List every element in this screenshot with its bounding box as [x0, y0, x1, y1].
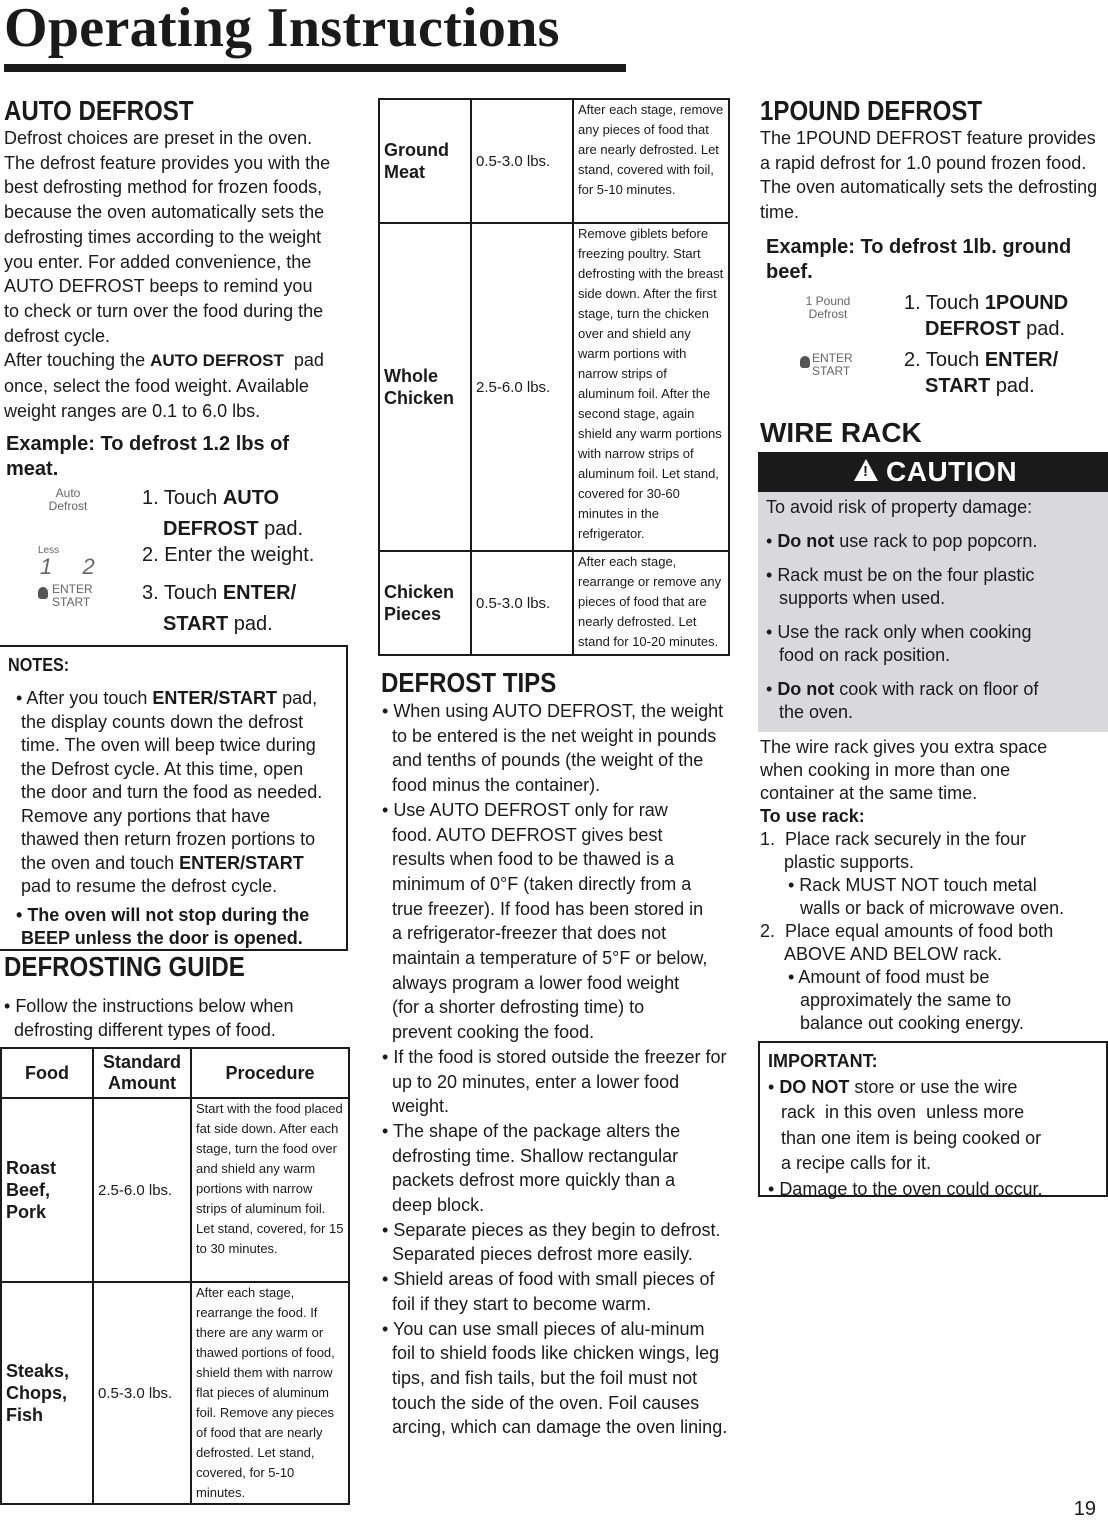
table-row [379, 99, 729, 223]
example-line: meat. [6, 458, 59, 480]
text: pad [283, 350, 324, 371]
note-line: thawed then return frozen portions to [21, 829, 316, 849]
example-line: beef. [766, 261, 813, 283]
caution-content [766, 496, 1106, 724]
wire-rack-heading: WIRE RACK [760, 417, 922, 448]
pad-label: Auto [55, 486, 81, 500]
important-line: than one item is being cooked or [781, 1127, 1042, 1148]
step-3-cont [163, 609, 273, 640]
note-line: time. The oven will beep twice during [21, 735, 316, 755]
text: pad. [258, 518, 304, 540]
text: Use the rack only when cooking [777, 622, 1032, 642]
tip-item: • If the food is stored outside the freezer for up to 20 minutes, enter a lower food weight. [382, 1046, 727, 1117]
step-2: 2. Enter the weight. [142, 544, 315, 566]
text: cook with rack on floor of [834, 679, 1039, 699]
text-bold: 1POUND [984, 292, 1069, 314]
caution-item: • Do not cook with rack on floor of [766, 679, 1039, 699]
column-header: Standard Amount [93, 1048, 191, 1098]
tip-item: • Use AUTO DEFROST only for raw food. AUTO DEFROST gives best results when food to be thawed is a minimum of 0°F (taken directly from a true freezer). If food has been stored in a refrigerator-freezer that does not maintain a temperature of 5°F or below, always program a lower food weight (for a shorter defrosting time) to prevent cooking the food. [382, 799, 708, 1043]
defrosting-guide-intro [4, 994, 293, 1042]
para-line: best defrosting method for frozen foods, [4, 177, 323, 198]
food-cell: Chicken Pieces [379, 551, 471, 655]
food-cell: Roast Beef, Pork [1, 1098, 93, 1282]
defrost-tips-heading: DEFROST TIPS [381, 667, 557, 698]
lightbulb-icon [800, 356, 810, 368]
para-line: Defrost choices are preset in the oven. [4, 128, 313, 148]
caution-header [758, 452, 1108, 492]
pound-defrost-heading: 1POUND DEFROST [760, 95, 983, 126]
note-line: pad to resume the defrost cycle. [21, 876, 278, 896]
procedure-cell: After each stage, remove any pieces of food that are nearly defrosted. Let stand, covered with foil, for 5-10 minutes. [573, 99, 729, 223]
desc-line: The wire rack gives you extra space [760, 737, 1048, 757]
para-line: The 1POUND DEFROST feature provides [760, 128, 1096, 148]
text: Separate pieces as they begin to defrost. Separated pieces defrost more easily. [392, 1219, 721, 1265]
page-title: Operating Instructions [4, 0, 560, 59]
intro-line: • Follow the instructions below when [4, 996, 294, 1016]
note-item: • The oven will not stop during the [16, 904, 310, 925]
notes-list [8, 687, 344, 951]
text-bold: DEFROST [163, 518, 259, 540]
text-bold: DEFROST [925, 318, 1021, 340]
use-step: 1. Place rack securely in the four [760, 829, 1027, 849]
to-use-label: To use rack: [760, 806, 865, 826]
amount-cell: 0.5-3.0 lbs. [471, 551, 573, 655]
weight-display-digits: 1 2 [40, 554, 101, 579]
text-bold: START [163, 613, 229, 635]
auto-defrost-example [0, 432, 289, 482]
text-bold: AUTO [222, 487, 280, 509]
tip-item: • The shape of the package alters the defrosting time. Shallow rectangular packets defrost more quickly than a deep block. [382, 1120, 681, 1216]
auto-defrost-paragraph [4, 126, 350, 423]
important-title: IMPORTANT: [768, 1051, 878, 1071]
caution-item: • Rack must be on the four plastic [766, 565, 1035, 585]
lightbulb-icon [38, 587, 48, 599]
pad-label: START [812, 364, 851, 378]
procedure-cell: After each stage, rearrange or remove any pieces of food that are nearly defrosted. Let stand for 10-20 minutes. [573, 551, 729, 655]
pad-label: START [52, 595, 91, 609]
caution-line: the oven. [779, 702, 854, 722]
step-1-cont [925, 317, 1065, 342]
text: You can use small pieces of alu-minum foil to shield foods like chicken wings, leg tips, and fish tails, but the foil must not touch the side of the oven. Foil causes arcing, which can damage the oven lining. [392, 1318, 728, 1438]
text: pad, [277, 688, 318, 708]
amount-cell: 0.5-3.0 lbs. [93, 1282, 191, 1504]
amount-cell: 0.5-3.0 lbs. [471, 99, 573, 223]
use-sub-line: balance out cooking energy. [800, 1013, 1024, 1033]
text: pad. [228, 613, 273, 635]
text-bold: Do not [777, 531, 835, 551]
para-line: because the oven automatically sets the [4, 202, 325, 223]
text: Shield areas of food with small pieces of foil if they start to become warm. [392, 1269, 715, 1314]
use-step-line: ABOVE AND BELOW rack. [784, 944, 1003, 964]
text: Damage to the oven could occur. [779, 1178, 1043, 1199]
food-cell: Whole Chicken [379, 223, 471, 551]
intro-line: defrosting different types of food. [14, 1020, 276, 1040]
text-bold: AUTO DEFROST [150, 351, 284, 371]
text-bold: ENTER/ [222, 582, 297, 604]
text-bold: The oven will not stop during the [27, 904, 310, 925]
note-line [8, 852, 344, 876]
text: When using AUTO DEFROST, the weight to be entered is the net weight in pounds and tenths of pounds (the weight of the food minus the container). [392, 701, 724, 796]
para-line [4, 348, 350, 374]
text-bold: ENTER/ [984, 349, 1059, 371]
notes-box [0, 645, 348, 951]
caution-box [758, 452, 1108, 732]
text: 2. Touch [904, 349, 985, 371]
use-step: 2. Place equal amounts of food both [760, 921, 1054, 941]
desc-line: container at the same time. [760, 783, 978, 803]
para-line: defrost cycle. [4, 325, 111, 346]
step-1 [904, 291, 1068, 316]
procedure-cell: Start with the food placed fat side down. After each stage, turn the food over and shield any warm portions with narrow strips of aluminum foil. Let stand, covered, for 15 to 30 minutes. [191, 1098, 349, 1282]
desc-line: when cooking in more than one [760, 760, 1011, 780]
important-content [768, 1049, 1104, 1202]
less-label: Less [38, 545, 60, 556]
para-line: time. [760, 202, 800, 223]
text-bold: Do not [777, 679, 835, 699]
text-bold: ENTER/START [152, 688, 278, 708]
text: If the food is stored outside the freezer for up to 20 minutes, enter a lower food weight. [392, 1046, 727, 1117]
text-bold: START [925, 375, 991, 397]
title-rule [4, 64, 626, 72]
text: the oven and touch [21, 852, 180, 873]
caution-line: food on rack position. [779, 645, 951, 665]
text-bold: ENTER/START [179, 852, 304, 873]
table-row [1, 1282, 349, 1504]
caution-intro: To avoid risk of property damage: [766, 497, 1033, 517]
example-line: Example: To defrost 1.2 lbs of [6, 433, 290, 455]
text-bold: DO NOT [779, 1076, 850, 1097]
caution-item: • Do not use rack to pop popcorn. [766, 531, 1038, 551]
pad-label: 1 Pound [805, 294, 851, 308]
pad-label: Defrost [808, 307, 848, 321]
text: After touching the [4, 350, 151, 371]
auto-defrost-pad-icon [40, 487, 96, 513]
pad-label: Defrost [48, 499, 88, 513]
para-line: AUTO DEFROST beeps to remind you [4, 276, 313, 297]
important-line: a recipe calls for it. [781, 1153, 932, 1173]
pad-label: ENTER [52, 582, 93, 596]
important-item: • Damage to the oven could occur. [768, 1178, 1043, 1199]
wire-rack-description [760, 736, 1108, 1035]
note-line: the door and turn the food as needed. [21, 782, 323, 802]
tip-item: • When using AUTO DEFROST, the weight to be entered is the net weight in pounds and tenths of pounds (the weight of the food minus the container). [382, 701, 724, 796]
amount-cell: 2.5-6.0 lbs. [93, 1098, 191, 1282]
text: use rack to pop popcorn. [834, 531, 1038, 551]
para-line: a rapid defrost for 1.0 pound frozen food. [760, 152, 1087, 173]
text: After you touch [26, 688, 153, 708]
caution-line: supports when used. [779, 588, 946, 608]
important-item: • DO NOT store or use the wire [768, 1076, 1018, 1097]
step-2-cont [925, 374, 1035, 399]
caution-item: • Use the rack only when cooking [766, 622, 1032, 642]
amount-cell: 2.5-6.0 lbs. [471, 223, 573, 551]
defrosting-table-part2 [378, 98, 730, 656]
note-line: Remove any portions that have [21, 805, 271, 826]
enter-start-pad-icon [800, 352, 856, 380]
note-line: the display counts down the defrost [21, 711, 304, 732]
tip-item: • You can use small pieces of alu-minum foil to shield foods like chicken wings, leg tips, and fish tails, but the foil must not touch the side of the oven. Foil causes arcing, which can damage the oven lining. [382, 1318, 728, 1438]
procedure-cell: After each stage, rearrange the food. If there are any warm or thawed portions of food, shield them with narrow flat pieces of aluminum foil. Remove any pieces of food that are nearly defrosted. Let stand, covered, for 5-10 minutes. [191, 1282, 349, 1504]
table-row [379, 551, 729, 655]
text: store or use the wire [849, 1076, 1018, 1097]
tip-item: • Separate pieces as they begin to defrost. Separated pieces defrost more easily. [382, 1219, 721, 1265]
text: pad. [990, 375, 1035, 397]
text: Use AUTO DEFROST only for raw food. AUTO DEFROST gives best results when food to be thawed is a minimum of 0°F (taken directly from a true freezer). If food has been stored in a refrigerator-freezer that does not maintain a temperature of 5°F or below, always program a lower food weight (for a shorter defrosting time) to prevent cooking the food. [392, 799, 708, 1043]
caution-label: CAUTION [886, 456, 1018, 487]
text: The shape of the package alters the defrosting time. Shallow rectangular packets defrost more quickly than a deep block. [392, 1120, 681, 1216]
para-line: to check or turn over the food during the [4, 300, 324, 321]
text: 3. Touch [142, 582, 223, 604]
pound-defrost-paragraph [760, 126, 1108, 225]
note-line: the Defrost cycle. At this time, open [21, 758, 304, 779]
para-line: defrosting times according to the weight [4, 226, 322, 247]
use-sub-line: walls or back of microwave oven. [800, 898, 1065, 918]
defrosting-guide-heading: DEFROSTING GUIDE [4, 951, 245, 982]
example-line: Example: To defrost 1lb. ground [766, 236, 1072, 258]
use-sub-item: • Rack MUST NOT touch metal [788, 875, 1037, 895]
defrost-tips-list [380, 699, 732, 1440]
pad-label: ENTER [812, 351, 853, 365]
one-pound-defrost-pad-icon [798, 295, 858, 321]
defrosting-table-part1 [0, 1047, 350, 1505]
para-line: once, select the food weight. Available [4, 376, 309, 397]
use-sub-item: • Amount of food must be [788, 967, 990, 987]
notes-title: NOTES: [8, 655, 70, 675]
table-row [1, 1098, 349, 1282]
procedure-cell: Remove giblets before freezing poultry. Start defrosting with the breast side down. After the first stage, turn the chicken over and shield any warm portions with narrow strips of aluminum foil. After the second stage, again shield any warm portions with narrow strips of aluminum foil. Let stand, covered for 30-60 minutes in the refrigerator. [573, 223, 729, 551]
column-header: Food [1, 1048, 93, 1098]
auto-defrost-heading: AUTO DEFROST [4, 95, 194, 126]
para-line: The oven automatically sets the defrosting [760, 177, 1098, 198]
table-row [379, 223, 729, 551]
food-cell: Steaks, Chops, Fish [1, 1282, 93, 1504]
text: Follow the instructions below when [15, 996, 294, 1016]
text: 1. Touch [904, 292, 985, 314]
step-2 [904, 348, 1058, 373]
para-line: you enter. For added convenience, the [4, 251, 312, 272]
warning-triangle-icon [854, 459, 878, 481]
use-step-line: plastic supports. [784, 852, 915, 872]
text: pad. [1020, 318, 1066, 340]
text: 1. Touch [142, 487, 223, 509]
use-sub-line: approximately the same to [800, 990, 1012, 1010]
page-number: 19 [1073, 1498, 1096, 1520]
important-line: rack in this oven unless more [781, 1102, 1025, 1122]
table-header-row [1, 1048, 349, 1098]
important-box [758, 1041, 1108, 1197]
text: Rack must be on the four plastic [777, 565, 1035, 585]
note-item: • After you touch ENTER/START pad, [16, 688, 318, 708]
tip-item: • Shield areas of food with small pieces of foil if they start to become warm. [382, 1269, 715, 1314]
para-line: The defrost feature provides you with the [4, 152, 331, 173]
step-3 [142, 578, 296, 609]
note-line: BEEP unless the door is opened. [21, 928, 303, 948]
para-line: weight ranges are 0.1 to 6.0 lbs. [4, 400, 261, 421]
enter-start-pad-icon [38, 583, 94, 611]
column-header: Procedure [191, 1048, 349, 1098]
step-1 [142, 483, 279, 514]
pound-defrost-example [760, 235, 1071, 285]
food-cell: Ground Meat [379, 99, 471, 223]
